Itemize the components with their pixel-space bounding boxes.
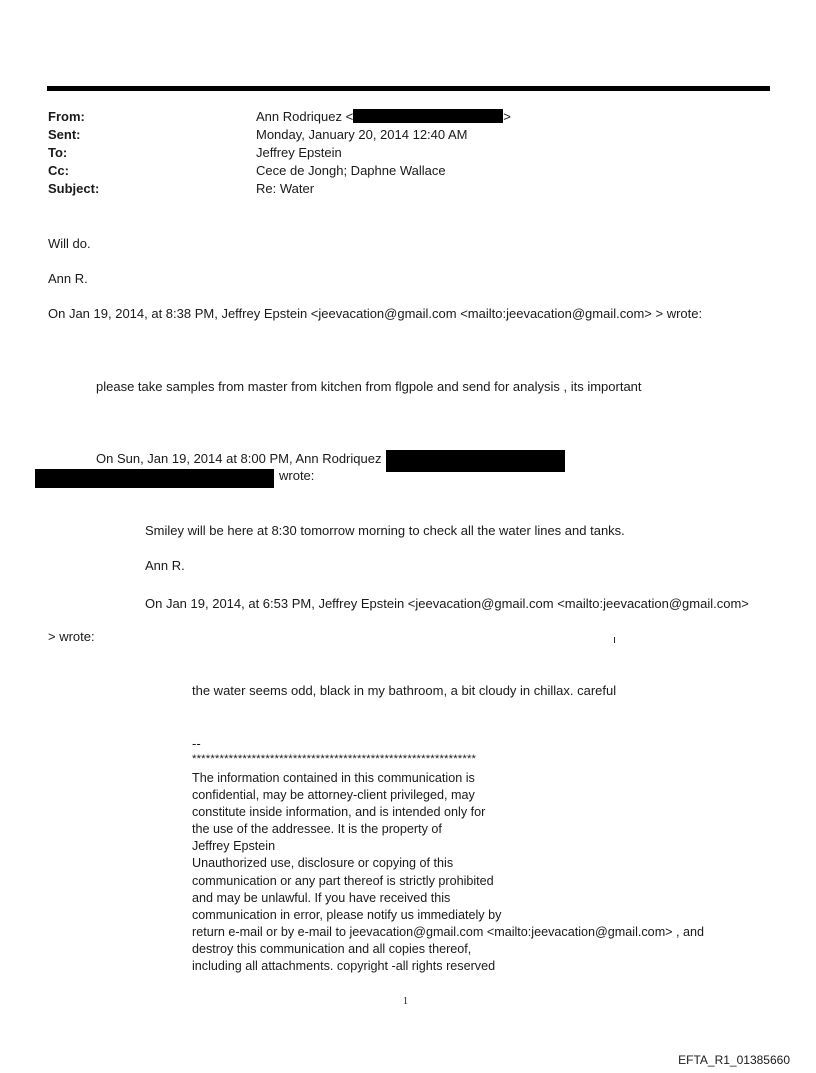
stray-mark: ı [613,634,617,646]
message-text: Smiley will be here at 8:30 tomorrow morning to check all the water lines and tanks. [145,523,625,538]
sent-value: Monday, January 20, 2014 12:40 AM [256,127,468,142]
page-number: 1 [403,996,408,1007]
redaction-box [353,109,503,123]
from-value [256,109,511,124]
from-close: > [503,109,511,124]
cc-label: Cc: [48,163,69,178]
disclaimer-line: Jeffrey Epstein [192,839,276,854]
disclaimer-line: The information contained in this communication is [192,771,475,785]
disclaimer-line: communication in error, please notify us immediately by [192,907,502,922]
from-name: Ann Rodriquez < [256,109,354,124]
quote-header [96,451,381,466]
signature: Ann R. [145,558,185,573]
disclaimer-line: the use of the addressee. It is the property of [192,822,442,837]
disclaimer-line: Unauthorized use, disclosure or copying of this [192,856,454,871]
subject-value: Re: Water [256,181,315,196]
disclaimer-line: communication or any part thereof is strictly prohibited [192,873,494,888]
quote-header-start: On Sun, Jan 19, 2014 at 8:00 PM, Ann Rodriquez [96,451,382,466]
disclaimer-line: destroy this communication and all copies thereof, [192,941,472,956]
subject-label: Subject: [48,181,100,196]
disclaimer-line: and may be unlawful. If you have received this [192,890,451,905]
separator-stars: ************************************************************** [192,753,477,765]
sent-label: Sent: [48,127,81,142]
signature-dash: -- [192,736,201,751]
disclaimer-line: including all attachments. copyright -all rights reserved [192,959,496,974]
quote-header: On Jan 19, 2014, at 8:38 PM, Jeffrey Epstein <jeevacation@gmail.com <mailto:jeevacation@gmail.com> > wrote: [48,306,703,321]
to-label: To: [48,145,68,160]
redaction-box [35,469,274,488]
signature: Ann R. [48,271,88,286]
header-rule [47,86,770,91]
disclaimer-line: constitute inside information, and is intended only for [192,805,486,820]
disclaimer [192,770,704,975]
redaction-box [386,450,565,472]
message-text: please take samples from master from kitchen from flgpole and send for analysis , its important [96,379,642,394]
cc-value: Cece de Jongh; Daphne Wallace [256,163,446,178]
quote-header: On Jan 19, 2014, at 6:53 PM, Jeffrey Epstein <jeevacation@gmail.com <mailto:jeevacation@gmail.com> [145,596,749,611]
to-value: Jeffrey Epstein [256,145,342,160]
from-label: From: [48,109,85,124]
reply-text: Will do. [48,236,91,251]
disclaimer-line: confidential, may be attorney-client privileged, may [192,788,475,803]
message-text: the water seems odd, black in my bathroom, a bit cloudy in chillax. careful [192,683,617,698]
quote-header-continuation: > wrote: [48,629,95,644]
disclaimer-line: return e-mail or by e-mail to jeevacation@gmail.com <mailto:jeevacation@gmail.com> , and [192,924,705,939]
bates-number: EFTA_R1_01385660 [678,1053,790,1067]
quote-header-end: wrote: [279,468,315,483]
